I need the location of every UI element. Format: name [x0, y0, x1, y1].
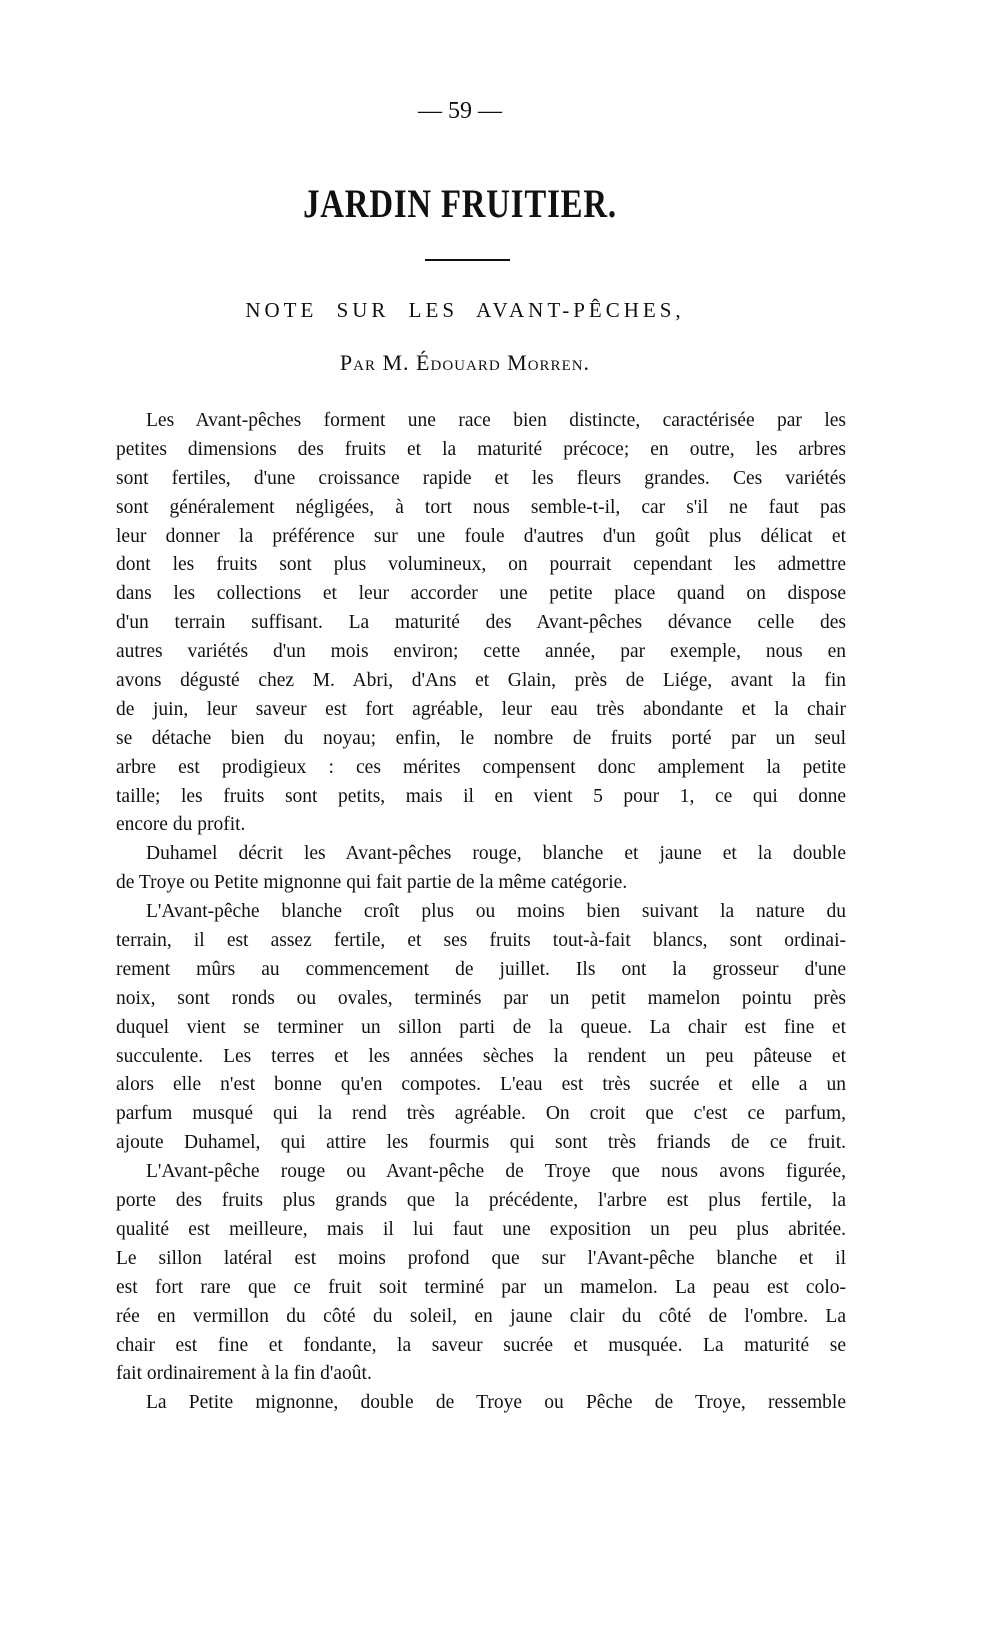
text-line: terrain, il est assez fertile, et ses fruits tout-à-fait blancs, sont ordinai-	[116, 930, 846, 952]
text-line: parfum musqué qui la rend très agréable. On croit que c'est ce parfum,	[116, 1103, 846, 1125]
text-line: ajoute Duhamel, qui attire les fourmis qui sont très friands de ce fruit.	[116, 1132, 846, 1154]
text-line: fait ordinairement à la fin d'août.	[116, 1363, 372, 1385]
text-line: duquel vient se terminer un sillon parti de la queue. La chair est fine et	[116, 1016, 846, 1038]
text-line: dont les fruits sont plus volumineux, on pourrait cependant les admettre	[116, 554, 846, 576]
text-line: Les Avant-pêches forment une race bien distincte, caractérisée par les	[146, 410, 846, 431]
text-line: dans les collections et leur accorder une petite place quand on dispose	[116, 583, 846, 605]
text-line: taille; les fruits sont petits, mais il en vient 5 pour 1, ce qui donne	[116, 785, 846, 807]
text-line: autres variétés d'un mois environ; cette année, par exemple, nous en	[116, 641, 846, 663]
byline: Par M. Édouard Morren.	[339, 350, 591, 375]
text-line: d'un terrain suffisant. La maturité des Avant-pêches dévance celle des	[116, 612, 846, 634]
text-line: Duhamel décrit les Avant-pêches rouge, blanche et jaune et la double	[146, 843, 846, 865]
article-body	[116, 407, 846, 1418]
text-line: de Troye ou Petite mignonne qui fait partie de la même catégorie.	[116, 872, 628, 894]
text-line: encore du profit.	[116, 814, 246, 836]
text-line: avons dégusté chez M. Abri, d'Ans et Glain, près de Liége, avant la fin	[116, 670, 846, 692]
text-line: sont généralement négligées, à tort nous semble-t-il, car s'il ne faut pas	[116, 496, 846, 518]
text-line: Le sillon latéral est moins profond que sur l'Avant-pêche blanche et il	[116, 1247, 846, 1269]
text-line: leur donner la préférence sur une foule d'autres d'un goût plus délicat et	[116, 525, 846, 547]
text-line: L'Avant-pêche rouge ou Avant-pêche de Troye que nous avons figurée,	[146, 1161, 846, 1183]
text-line: sont fertiles, d'une croissance rapide et les fleurs grandes. Ces variétés	[116, 467, 846, 489]
text-line: alors elle n'est bonne qu'en compotes. L'eau est très sucrée et elle a un	[116, 1074, 846, 1096]
paragraph	[116, 898, 846, 1158]
text-line: L'Avant-pêche blanche croît plus ou moins bien suivant la nature du	[146, 901, 846, 923]
text-line: se détache bien du noyau; enfin, le nombre de fruits porté par un seul	[116, 727, 846, 749]
text-line: noix, sont ronds ou ovales, terminés par un petit mamelon pointu près	[116, 987, 846, 1009]
text-line: arbre est prodigieux : ces mérites compensent donc amplement la petite	[116, 756, 846, 778]
paragraph	[116, 1158, 846, 1389]
text-line: de juin, leur saveur est fort agréable, leur eau très abondante et la chair	[116, 698, 846, 720]
text-line: porte des fruits plus grands que la précédente, l'arbre est plus fertile, la	[116, 1190, 846, 1212]
paragraph	[116, 840, 846, 898]
paragraph	[116, 407, 846, 840]
text-line: La Petite mignonne, double de Troye ou Pêche de Troye, ressemble	[146, 1392, 846, 1414]
title-divider	[425, 259, 510, 261]
text-line: chair est fine et fondante, la saveur sucrée et musquée. La maturité se	[116, 1334, 846, 1356]
text-line: est fort rare que ce fruit soit terminé par un mamelon. La peau est colo-	[116, 1276, 846, 1298]
article-title: NOTE SUR LES AVANT-PÊCHES,	[245, 298, 685, 322]
section-title: JARDIN FRUITIER.	[303, 181, 617, 226]
text-line: rée en vermillon du côté du soleil, en jaune clair du côté de l'ombre. La	[116, 1305, 846, 1327]
text-line: rement mûrs au commencement de juillet. Ils ont la grosseur d'une	[116, 958, 846, 980]
text-line: succulente. Les terres et les années sèches la rendent un peu pâteuse et	[116, 1045, 846, 1067]
text-line: qualité est meilleure, mais il lui faut une exposition un peu plus abritée.	[116, 1218, 846, 1240]
page-number: — 59 —	[418, 98, 502, 124]
text-line: petites dimensions des fruits et la maturité précoce; en outre, les arbres	[116, 438, 846, 460]
paragraph	[116, 1389, 846, 1418]
